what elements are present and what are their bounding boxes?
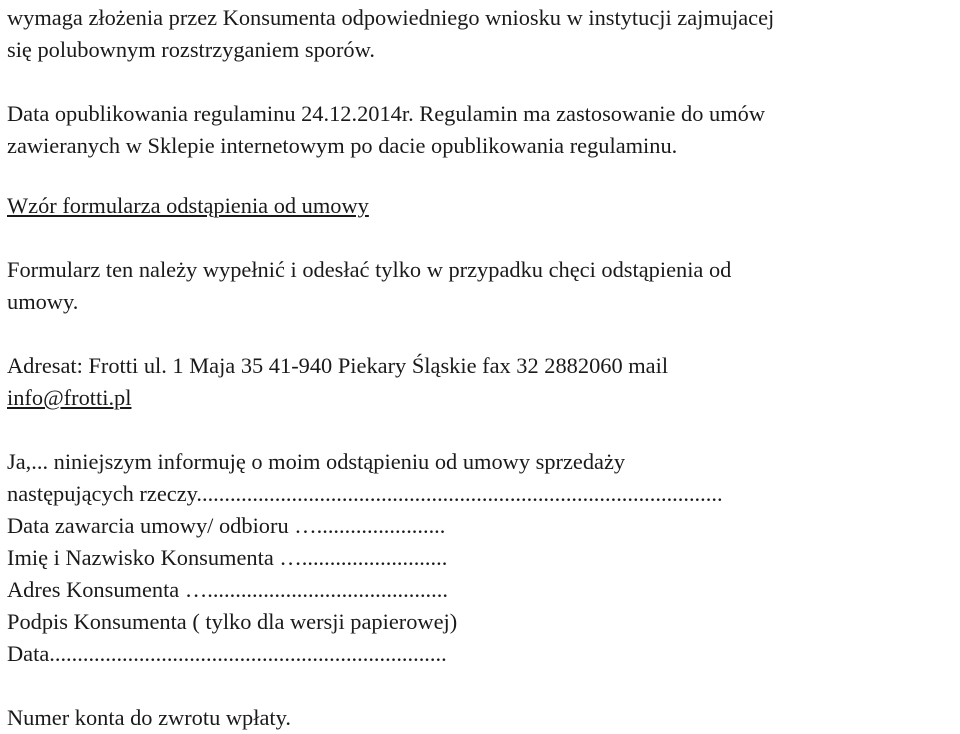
publication-line-1: Data opublikowania regulaminu 24.12.2014r. Regulamin ma zastosowanie do umów [7, 101, 766, 126]
spacer [7, 414, 957, 446]
refund-account: Numer konta do zwrotu wpłaty. [7, 705, 291, 730]
form-info-paragraph [7, 254, 957, 318]
field-contract-date: Data zawarcia umowy/ odbioru …....................... [7, 513, 446, 538]
publication-line-2: zawieranych w Sklepie internetowym po dacie opublikowania regulaminu. [7, 133, 678, 158]
email-link[interactable]: info@frotti.pl [7, 385, 132, 410]
form-info-line-1: Formularz ten należy wypełnić i odesłać tylko w przypadku chęci odstąpienia od [7, 257, 732, 282]
declaration-paragraph [7, 446, 957, 670]
intro-paragraph [7, 2, 957, 66]
declaration-line-1: Ja,... niniejszym informuję o moim odstąpieniu od umowy sprzedaży [7, 449, 626, 474]
publication-paragraph [7, 98, 957, 162]
intro-line-2: się polubownym rozstrzyganiem sporów. [7, 37, 375, 62]
declaration-line-2: następujących rzeczy.............................................................................................. [7, 481, 723, 506]
addressee-line: Adresat: Frotti ul. 1 Maja 35 41-940 Piekary Śląskie fax 32 2882060 mail [7, 353, 669, 378]
spacer [7, 162, 957, 190]
document-page [7, 2, 957, 734]
form-heading: Wzór formularza odstąpienia od umowy [7, 193, 369, 218]
field-signature: Podpis Konsumenta ( tylko dla wersji papierowej) [7, 609, 458, 634]
refund-paragraph [7, 702, 957, 734]
form-info-line-2: umowy. [7, 289, 79, 314]
spacer [7, 318, 957, 350]
field-consumer-address: Adres Konsumenta …........................................... [7, 577, 448, 602]
spacer [7, 222, 957, 254]
intro-line-1: wymaga złożenia przez Konsumenta odpowiedniego wniosku w instytucji zajmujacej [7, 5, 775, 30]
spacer [7, 670, 957, 702]
addressee-paragraph [7, 350, 957, 414]
field-consumer-name: Imię i Nazwisko Konsumenta ….......................... [7, 545, 448, 570]
spacer [7, 66, 957, 98]
form-heading-paragraph [7, 190, 957, 222]
field-date: Data....................................................................... [7, 641, 447, 666]
